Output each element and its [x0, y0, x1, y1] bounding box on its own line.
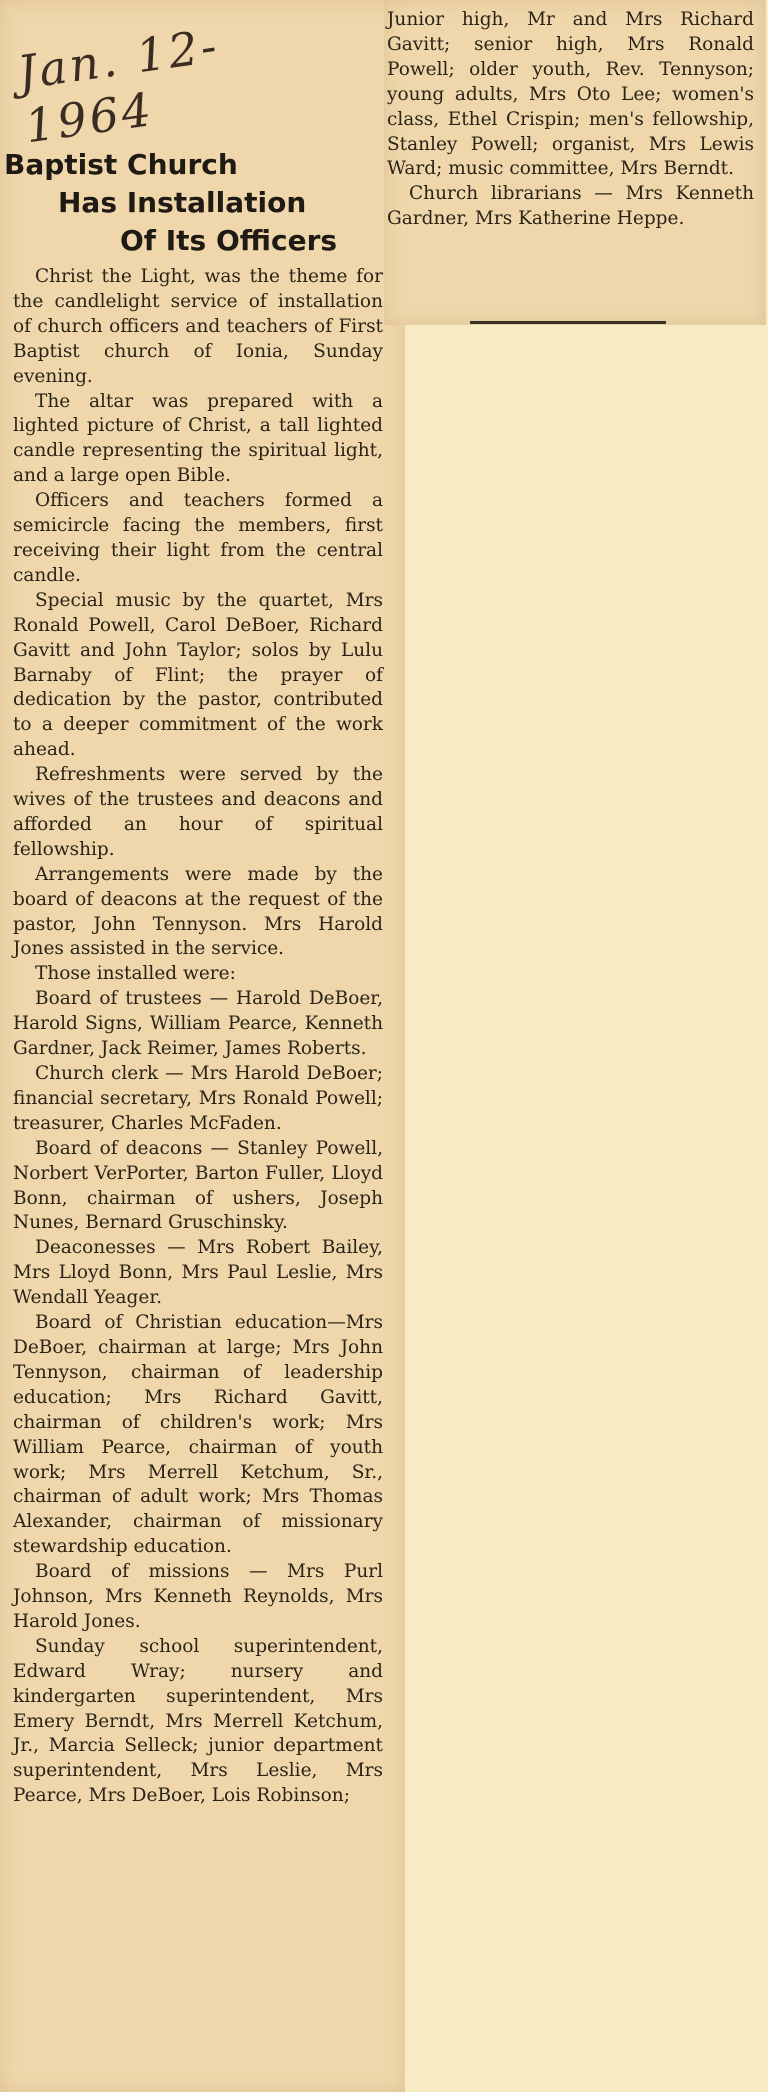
- paragraph: Refreshments were served by the wives of the trustees and deacons and afforded an hour of spiritual fellowship.: [13, 764, 383, 860]
- paragraph: The altar was prepared with a lighted picture of Christ, a tall lighted candle representing the spiritual light, and a large open Bible.: [13, 390, 383, 487]
- paragraph: Arrangements were made by the board of deacons at the request of the pastor, John Tennyson. Mrs Harold Jones assisted in the service.: [13, 863, 383, 960]
- paragraph: Board of deacons — Stanley Powell, Norbert VerPorter, Barton Fuller, Lloyd Bonn, chairman of ushers, Joseph Nunes, Bernard Gruschinsky.: [13, 1137, 383, 1234]
- headline-line-2: Has Installation: [58, 186, 307, 219]
- headline-line-1: Baptist Church: [4, 148, 238, 181]
- article-body-left: [13, 265, 383, 1809]
- end-rule: [470, 321, 666, 324]
- article-body-right: [387, 8, 754, 232]
- paragraph: Those installed were:: [35, 963, 236, 985]
- paragraph: Board of Christian education—Mrs DeBoer, chairman at large; Mrs John Tennyson, chairman of leadership education; Mrs Richard Gavitt, chairman of children's work; Mrs William Pearce, chairman of youth work; Mrs Merrell Ketchum, Sr., chairman of adult work; Mrs Thomas Alexander, chairman of missionary stewardship education.: [13, 1312, 383, 1558]
- handwritten-date: Jan. 12-1964: [14, 18, 223, 154]
- paragraph: Board of trustees — Harold DeBoer, Harold Signs, William Pearce, Kenneth Gardner, Jack Reimer, James Roberts.: [13, 988, 383, 1060]
- paragraph: Church clerk — Mrs Harold DeBoer; financial secretary, Mrs Ronald Powell; treasurer, Charles McFaden.: [13, 1063, 383, 1134]
- paragraph: Board of missions — Mrs Purl Johnson, Mrs Kenneth Reynolds, Mrs Harold Jones.: [13, 1561, 383, 1632]
- headline-line-3: Of Its Officers: [120, 224, 338, 257]
- paragraph: Special music by the quartet, Mrs Ronald Powell, Carol DeBoer, Richard Gavitt and John Taylor; solos by Lulu Barnaby of Flint; the prayer of dedication by the pastor, contributed to a deeper commitment of the work ahead.: [13, 589, 383, 761]
- paragraph: Church librarians — Mrs Kenneth Gardner, Mrs Katherine Heppe.: [387, 183, 754, 230]
- headline: [4, 146, 372, 260]
- paragraph: Sunday school superintendent, Edward Wray; nursery and kindergarten superintendent, Mrs Emery Berndt, Mrs Merrell Ketchum, Jr., Marcia Selleck; junior department superintendent, Mrs Leslie, Mrs Pearce, Mrs DeBoer, Lois Robinson;: [13, 1635, 383, 1807]
- paragraph: Deaconesses — Mrs Robert Bailey, Mrs Lloyd Bonn, Mrs Paul Leslie, Mrs Wendall Yeager.: [13, 1237, 383, 1309]
- paragraph: Junior high, Mr and Mrs Richard Gavitt; senior high, Mrs Ronald Powell; older youth, Rev. Tennyson; young adults, Mrs Oto Lee; women's class, Ethel Crispin; men's fellowship, Stanley Powell; organist, Mrs Lewis Ward; music committee, Mrs Berndt.: [387, 9, 754, 180]
- paragraph: Officers and teachers formed a semicircle facing the members, first receiving their light from the central candle.: [13, 490, 383, 586]
- paragraph: Christ the Light, was the theme for the candlelight service of installation of church officers and teachers of First Baptist church of Ionia, Sunday evening.: [13, 266, 383, 387]
